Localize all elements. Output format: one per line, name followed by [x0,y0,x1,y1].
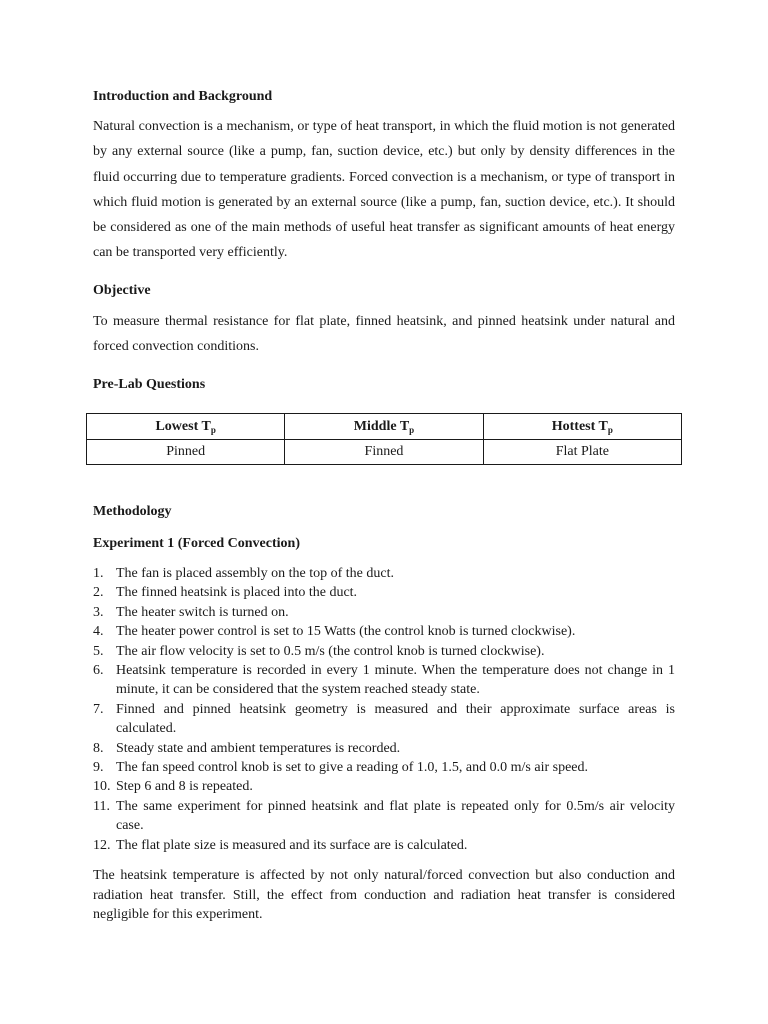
header-middle-label: Middle T [353,418,410,434]
methodology-heading: Methodology [93,504,172,519]
intro-heading: Introduction and Background [93,89,273,104]
prelab-table-header-row [87,414,682,440]
list-item [93,758,675,777]
step-number: 3. [93,604,104,620]
step-text: The finned heatsink is placed into the duct. [116,585,358,601]
step-text: The fan speed control knob is set to give a reading of 1.0, 1.5, and 0.0 m/s air speed. [116,760,588,776]
list-item [93,622,675,641]
prelab-table-row [87,440,682,465]
step-text: The same experiment for pinned heatsink and flat plate is repeated only for 0.5m/s air velocity case. [116,798,675,834]
intro-paragraph: Natural convection is a mechanism, or type of heat transport, in which the fluid motion is not generated by any external source (like a pump, fan, suction device, etc.) but only by density differences in the fluid occurring due to temperature gradients. Forced convection is a mechanism, or type of transport in which fluid motion is generated by an external source (like a pump, fan, suction device, etc.). It should be considered as one of the main methods of useful heat transfer as significant amounts of heat energy can be transported very efficiently. [93,119,675,261]
step-text: Steady state and ambient temperatures is recorded. [116,740,401,756]
list-item [93,700,675,739]
header-middle-sub: p [409,424,415,435]
header-lowest-tp [87,414,285,440]
experiment-heading: Experiment 1 (Forced Convection) [93,536,300,551]
objective-paragraph: To measure thermal resistance for flat plate, finned heatsink, and pinned heatsink under natural and forced convection conditions. [93,314,675,355]
closing-paragraph: The heatsink temperature is affected by not only natural/forced convection but also conduction and radiation heat transfer. Still, the effect from conduction and radiation heat transfer is considered negligible for this experiment. [93,868,675,923]
step-number: 6. [93,663,104,679]
prelab-heading: Pre-Lab Questions [93,377,206,392]
header-hottest-sub: p [607,424,613,435]
list-item [93,603,675,622]
header-middle-tp [285,414,483,440]
cell-hottest: Flat Plate [483,440,681,465]
header-hottest-label: Hottest T [551,418,608,434]
step-text: Heatsink temperature is recorded in every 1 minute. When the temperature does not change in 1 minute, it can be considered that the system reached steady state. [116,663,675,698]
cell-middle: Finned [285,440,483,465]
list-item [93,739,675,758]
list-item [93,661,675,700]
step-text: Finned and pinned heatsink geometry is measured and their approximate surface areas is calculated. [116,701,675,737]
step-number: 9. [93,760,104,776]
step-number: 1. [93,566,104,581]
list-item [93,777,675,796]
procedure-list [93,564,675,855]
step-number: 5. [93,643,104,659]
header-lowest-label: Lowest T [155,418,211,434]
cell-lowest: Pinned [87,440,285,465]
list-item [93,564,675,583]
list-item [93,642,675,661]
step-number: 8. [93,740,104,756]
step-number: 10. [93,779,111,795]
header-lowest-sub: p [210,424,216,435]
objective-heading: Objective [93,283,151,298]
step-text: Step 6 and 8 is repeated. [116,779,253,795]
step-number: 4. [93,624,104,640]
list-item [93,797,675,836]
list-item [93,836,675,855]
step-text: The heater power control is set to 15 Watts (the control knob is turned clockwise). [116,624,576,640]
list-item [93,583,675,602]
step-number: 12. [93,837,111,853]
step-text: The heater switch is turned on. [116,604,289,620]
step-number: 11. [93,798,110,814]
step-number: 7. [93,701,104,717]
prelab-table [86,413,682,465]
step-text: The air flow velocity is set to 0.5 m/s (the control knob is turned clockwise). [116,643,545,659]
step-text: The flat plate size is measured and its surface are is calculated. [116,837,468,853]
step-text: The fan is placed assembly on the top of the duct. [116,566,394,581]
header-hottest-tp [483,414,681,440]
step-number: 2. [93,585,104,601]
